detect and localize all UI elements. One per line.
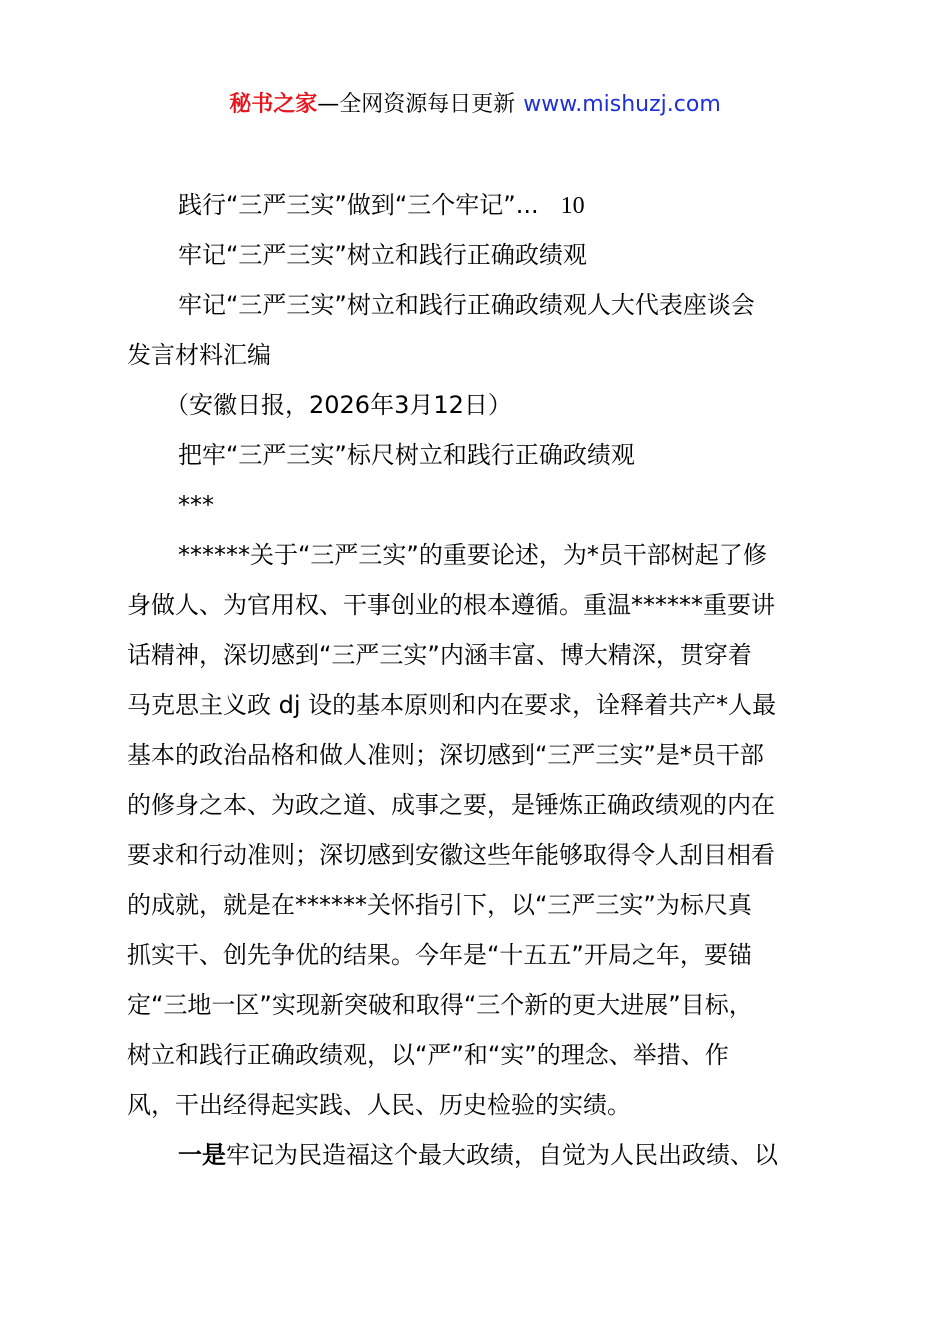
paragraph-line: 风，干出经得起实践、人民、历史检验的实绩。 (127, 1091, 631, 1119)
doc-title-line-2: 发言材料汇编 (127, 341, 271, 369)
document-body (127, 184, 867, 1184)
doc-title-line-1: 牢记“三严三实”树立和践行正确政绩观人大代表座谈会 (178, 291, 755, 319)
paragraph-line: 身做人、为官用权、干事创业的根本遵循。重温******重要讲 (127, 591, 775, 619)
paragraph-line: 话精神，深切感到“三严三实”内涵丰富、博大精深，贯穿着 (127, 641, 752, 669)
paragraph-line: 定“三地一区”实现新突破和取得“三个新的更大进展”目标， (127, 991, 753, 1019)
paragraph-line: ******关于“三严三实”的重要论述，为*员干部树起了修 (178, 541, 767, 569)
site-url-link[interactable]: www.mishuzj.com (523, 92, 721, 117)
paragraph-line: 的修身之本、为政之道、成事之要，是锤炼正确政绩观的内在 (127, 791, 775, 819)
header-tagline: —全网资源每日更新 (317, 92, 516, 117)
paragraph-line: 基本的政治品格和做人准则；深切感到“三严三实”是*员干部 (127, 741, 764, 769)
toc-page-number: 10 (560, 193, 585, 219)
article-title: 把牢“三严三实”标尺树立和践行正确政绩观 (178, 441, 635, 469)
paragraph-lead: 一是 (178, 1141, 226, 1169)
paragraph-text: 牢记为民造福这个最大政绩，自觉为人民出政绩、以 (226, 1141, 778, 1169)
paragraph-2 (127, 1134, 867, 1184)
article-author: *** (178, 491, 214, 519)
paragraph-1 (127, 534, 867, 1134)
paragraph-line: 抓实干、创先争优的结果。今年是“十五五”开局之年，要锚 (127, 941, 752, 969)
toc-entry[interactable]: 牢记“三严三实”树立和践行正确政绩观 (178, 241, 587, 269)
paragraph-line: 马克思主义政 dj 设的基本原则和内在要求，诠释着共产*人最 (127, 691, 777, 719)
paragraph-line: 要求和行动准则；深切感到安徽这些年能够取得令人刮目相看 (127, 841, 775, 869)
toc-entry[interactable] (127, 184, 867, 234)
paragraph-line: 树立和践行正确政绩观，以“严”和“实”的理念、举措、作 (127, 1041, 729, 1069)
paragraph-line: 的成就，就是在******关怀指引下，以“三严三实”为标尺真 (127, 891, 752, 919)
article-source: （安徽日报，2026年3月12日） (165, 391, 512, 419)
brand-name: 秘书之家 (229, 92, 318, 117)
toc-entry-title: 践行“三严三实”做到“三个牢记”... (178, 191, 539, 219)
site-header (0, 88, 950, 122)
